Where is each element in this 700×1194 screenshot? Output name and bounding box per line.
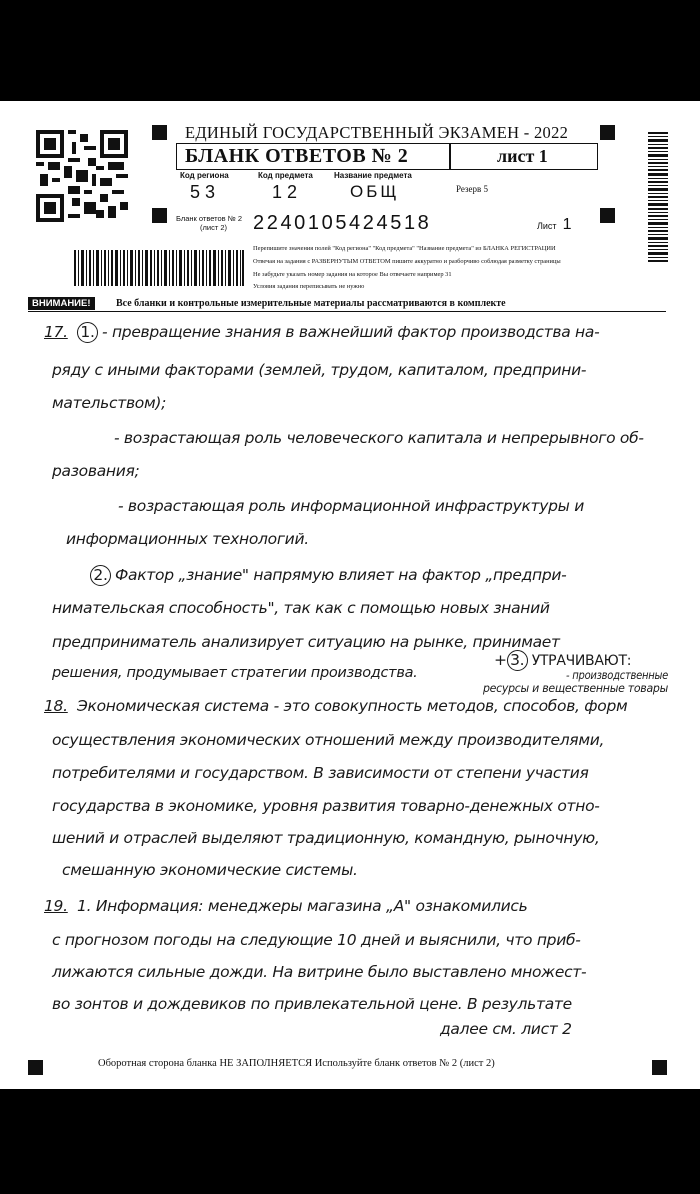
plus-mark: + [494, 651, 507, 669]
list-label: Лист [537, 221, 557, 231]
answer-line: предприниматель анализирует ситуацию на рынке, принимает [52, 633, 560, 651]
answer-line [44, 697, 627, 715]
answer-text: Фактор „знание" напрямую влияет на фактор „предпри- [115, 566, 567, 584]
warning-text: Все бланки и контрольные измерительные материалы рассматриваются в комплекте [116, 298, 506, 309]
exam-title: ЕДИНЫЙ ГОСУДАРСТВЕННЫЙ ЭКЗАМЕН - 2022 [185, 123, 569, 142]
answer-text: Экономическая система - это совокупность методов, способов, форм [77, 697, 628, 715]
answer-line: ряду с иными факторами (землей, трудом, капиталом, предприни- [52, 361, 587, 379]
question-number: 19. [44, 897, 68, 915]
answer-line: решения, продумывает стратегии производства. [52, 665, 418, 681]
sheet-label: лист 1 [497, 146, 548, 166]
form-title-box [176, 143, 598, 170]
answer-line [90, 565, 566, 586]
answer-line: потребителями и государством. В зависимости от степени участия [52, 764, 589, 782]
instruction-line: Отвечая на задания с РАЗВЕРНУТЫМ ОТВЕТОМ пишите аккуратно и разборчиво соблюдая разметку страницы [253, 258, 561, 265]
answer-line: лижаются сильные дожди. На витрине было выставлено множест- [52, 963, 587, 981]
barcode [74, 250, 244, 286]
item-number: 2. [90, 565, 111, 586]
footer-note: Оборотная сторона бланка НЕ ЗАПОЛНЯЕТСЯ Используйте бланк ответов № 2 (лист 2) [98, 1058, 495, 1069]
answer-line: далее см. лист 2 [440, 1020, 572, 1038]
answer-line: ресурсы и вещественные товары [483, 681, 669, 695]
answer-line: - возрастающая роль человеческого капитала и непрерывного об- [114, 429, 644, 447]
answer-line: во зонтов и дождевиков по привлекательной цене. В результате [52, 995, 572, 1013]
qr-code [36, 130, 128, 222]
answer-text: 1. Информация: менеджеры магазина „А" ознакомились [77, 897, 528, 915]
registration-marker [600, 125, 615, 140]
answer-line: информационных технологий. [66, 530, 309, 548]
question-number: 18. [44, 697, 68, 715]
instruction-line: Перепишите значения полей "Код региона" "Код предмета" "Название предмета" из БЛАНКА РЕГИСТРАЦИИ [253, 245, 556, 252]
registration-marker [652, 1060, 667, 1075]
answer-line: смешанную экономические системы. [62, 861, 358, 879]
registration-marker [152, 125, 167, 140]
answer-line: - возрастающая роль информационной инфраструктуры и [118, 497, 584, 515]
answer-line [44, 897, 527, 915]
question-number: 17. [44, 323, 68, 341]
divider [449, 144, 451, 169]
answer-line: разования; [52, 462, 140, 480]
side-barcode [648, 132, 668, 262]
region-code: 53 [190, 182, 221, 202]
answer-text: - превращение знания в важнейший фактор производства на- [102, 323, 600, 341]
answer-line: нимательская способность", так как с помощью новых знаний [52, 599, 550, 617]
registration-marker [152, 208, 167, 223]
sheet-number-label-line: (лист 2) [200, 222, 228, 232]
answer-line: с прогнозом погоды на следующие 10 дней и выяснили, что приб- [52, 931, 581, 949]
item-number: 1. [77, 322, 98, 343]
sheet-number-label [176, 215, 242, 232]
subject-code-label: Код предмета [258, 171, 313, 180]
answer-line: мательством); [52, 394, 167, 412]
instruction-line: Не забудьте указать номер задания на которое Вы отвечаете например 31 [253, 271, 452, 278]
answer-line: - производственные [566, 668, 669, 682]
subject-name-label: Название предмета [334, 171, 412, 180]
region-code-label: Код региона [180, 171, 229, 180]
answer-line: осуществления экономических отношений между производителями, [52, 731, 605, 749]
warning-bar [28, 297, 666, 312]
subject-name: ОБЩ [350, 182, 400, 201]
answer-text: УТРАЧИВАЮТ: [531, 653, 632, 669]
sheet-code: 2240105424518 [253, 212, 432, 234]
answer-line [44, 322, 599, 343]
answer-line: государства в экономике, уровня развития товарно-денежных отно- [52, 797, 600, 815]
answer-line: шений и отраслей выделяют традиционную, командную, рыночную, [52, 829, 600, 847]
registration-marker [600, 208, 615, 223]
form-title: БЛАНК ОТВЕТОВ № 2 [185, 145, 409, 167]
instruction-line: Условия задания переписывать не нужно [253, 283, 365, 290]
subject-code: 12 [272, 182, 303, 202]
warning-badge: ВНИМАНИЕ! [28, 297, 95, 310]
reserve-label: Резерв 5 [456, 184, 489, 194]
sheet-number-label-line: Бланк ответов № 2 [176, 214, 243, 223]
item-number: 3. [507, 650, 528, 671]
registration-marker [28, 1060, 43, 1075]
list-number: 1 [562, 216, 572, 233]
list-number-field [537, 216, 571, 234]
